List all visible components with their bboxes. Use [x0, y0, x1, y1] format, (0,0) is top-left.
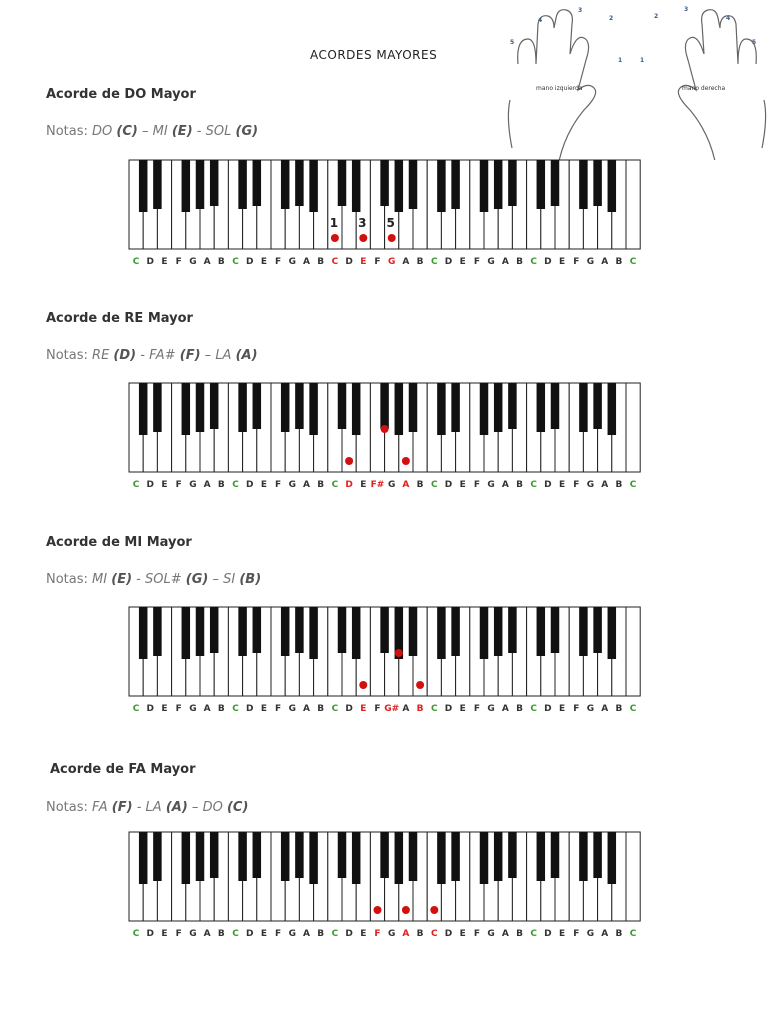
note-label: D [544, 704, 552, 714]
note-label: F [473, 257, 480, 267]
note-label: A [501, 704, 509, 714]
note-label: E [360, 480, 367, 490]
note-label: A [303, 704, 310, 714]
note-label: C [232, 257, 239, 267]
note-label: B [516, 257, 523, 267]
black-key [551, 607, 560, 653]
note-label: B [416, 257, 424, 267]
chord-notes: Notas: DO (C) – MI (E) - SOL (G) [46, 124, 259, 139]
white-key [626, 832, 640, 921]
note-label: D [245, 480, 254, 490]
note-label: E [260, 257, 267, 267]
chord-heading: Acorde de DO Mayor [46, 87, 196, 102]
note-label: B [416, 704, 424, 714]
black-key [395, 160, 404, 212]
note-label: F [175, 704, 182, 714]
note-labels [133, 480, 637, 490]
black-key [608, 160, 617, 212]
note-label: F [573, 929, 580, 939]
note-label: E [161, 480, 168, 490]
note-marker [359, 681, 367, 689]
note-label: E [161, 929, 168, 939]
note-label: G [388, 257, 396, 267]
note-label: D [245, 704, 254, 714]
black-key [437, 832, 446, 884]
note-label: D [544, 929, 552, 939]
black-key [238, 383, 247, 432]
note-marker [331, 234, 339, 242]
note-label: F [473, 480, 480, 490]
note-marker [359, 234, 367, 242]
note-label: C [331, 929, 339, 939]
note-label: D [146, 929, 155, 939]
black-key [409, 832, 418, 881]
note-label: E [260, 480, 267, 490]
left-finger-number: 5 [510, 39, 515, 46]
note-label: C [430, 929, 438, 939]
black-key [537, 383, 546, 432]
notes-prefix: Notas: [46, 348, 93, 363]
note-label: F [175, 929, 182, 939]
note-label: C [629, 704, 637, 714]
black-key [238, 832, 247, 881]
black-key [182, 607, 191, 659]
note-label: A [303, 257, 310, 267]
chord-notes: Notas: RE (D) - FA# (F) – LA (A) [46, 348, 258, 363]
black-key [196, 832, 205, 881]
note-label: E [559, 704, 566, 714]
black-key [593, 160, 602, 206]
note-labels [133, 257, 637, 267]
black-key [253, 160, 261, 206]
piano-keyboard [0, 383, 768, 493]
black-key [380, 832, 389, 878]
right-hand-label: mano derecha [682, 85, 726, 92]
chord-notes: Notas: FA (F) - LA (A) – DO (C) [46, 800, 249, 815]
note-label: C [132, 257, 140, 267]
note-label: G [487, 257, 495, 267]
black-key [253, 383, 261, 429]
black-key [508, 160, 517, 206]
note-label: E [459, 257, 466, 267]
black-key [608, 832, 617, 884]
note-label: G [288, 704, 296, 714]
note-label: C [232, 929, 239, 939]
note-label: G [487, 480, 495, 490]
note-label: C [232, 480, 239, 490]
black-key [338, 607, 347, 653]
note-label: G [388, 929, 396, 939]
black-key [579, 383, 588, 432]
note-marker [374, 906, 382, 914]
note-label: G [189, 704, 197, 714]
note-label: E [161, 257, 168, 267]
black-key [210, 160, 219, 206]
note-label: F [275, 929, 282, 939]
note-label: F [275, 257, 282, 267]
black-key [210, 383, 219, 429]
chord-notes: Notas: MI (E) - SOL# (G) – SI (B) [46, 572, 262, 587]
black-key [551, 383, 560, 429]
black-key [196, 607, 205, 656]
right-finger-number: 2 [654, 13, 659, 20]
black-key [338, 832, 347, 878]
black-key [437, 383, 446, 435]
black-key [409, 383, 418, 432]
note-label: B [217, 929, 225, 939]
black-key [210, 832, 219, 878]
finger-number: 5 [386, 216, 395, 230]
note-label: D [444, 704, 453, 714]
black-key [537, 160, 546, 209]
note-label: B [317, 480, 325, 490]
black-key [395, 383, 404, 435]
black-key [508, 832, 517, 878]
note-label: A [203, 704, 211, 714]
note-label: B [615, 257, 623, 267]
note-label: E [260, 929, 267, 939]
black-key [153, 607, 162, 656]
black-key [395, 832, 404, 884]
black-key [281, 832, 290, 881]
note-label: D [444, 257, 453, 267]
black-key [309, 160, 318, 212]
note-label: G [586, 704, 595, 714]
note-label: D [345, 929, 353, 939]
note-label: D [345, 257, 353, 267]
note-label: D [245, 257, 254, 267]
note-label: E [360, 257, 367, 267]
note-marker [430, 906, 438, 914]
note-label: D [146, 704, 155, 714]
note-label: D [544, 257, 552, 267]
black-key [196, 160, 205, 209]
black-key [295, 383, 304, 429]
note-label: D [345, 480, 353, 490]
black-key [480, 832, 489, 884]
note-label: E [360, 704, 367, 714]
black-key [253, 832, 261, 878]
black-key [480, 607, 489, 659]
note-label: C [629, 257, 637, 267]
note-label: G [189, 929, 197, 939]
black-key [593, 383, 602, 429]
note-label: A [203, 257, 211, 267]
note-label: G [288, 480, 296, 490]
black-key [494, 383, 503, 432]
hands-fingering-illustration [506, 4, 768, 160]
black-key [409, 160, 418, 209]
white-key [626, 383, 640, 472]
note-label: F [573, 257, 580, 267]
note-marker [381, 425, 389, 433]
note-label: G [189, 480, 197, 490]
note-label: F [275, 480, 282, 490]
note-labels [133, 704, 637, 714]
black-key [182, 160, 191, 212]
note-label: F [473, 929, 480, 939]
note-label: E [260, 704, 267, 714]
note-label: A [601, 929, 609, 939]
note-label: A [501, 257, 509, 267]
black-key [153, 383, 162, 432]
black-key [352, 607, 361, 659]
black-key [593, 607, 602, 653]
black-key [451, 160, 460, 209]
black-key [281, 607, 290, 656]
note-label: C [530, 257, 538, 267]
note-label: C [331, 480, 339, 490]
note-label: C [530, 929, 538, 939]
note-label: A [501, 480, 509, 490]
notes-prefix: Notas: [46, 124, 93, 139]
note-label: D [444, 929, 453, 939]
note-label: E [559, 480, 566, 490]
note-label: A [303, 929, 310, 939]
note-marker [402, 906, 410, 914]
right-finger-number: 1 [640, 57, 645, 64]
note-label: C [430, 480, 438, 490]
black-key [579, 160, 588, 209]
note-marker [402, 457, 410, 465]
note-label: B [615, 480, 623, 490]
left-finger-number: 2 [609, 15, 614, 22]
note-label: F [175, 257, 182, 267]
black-key [451, 607, 460, 656]
black-key [537, 832, 546, 881]
note-marker [388, 234, 396, 242]
chord-heading: Acorde de RE Mayor [46, 311, 193, 326]
note-label: G [288, 929, 296, 939]
note-label: F [374, 704, 381, 714]
left-finger-number: 3 [578, 7, 583, 14]
note-label: C [530, 704, 538, 714]
note-labels [133, 929, 637, 939]
black-key [338, 160, 347, 206]
note-label: A [203, 480, 211, 490]
note-label: B [217, 480, 225, 490]
black-key [579, 607, 588, 656]
page-title: ACORDES MAYORES [310, 48, 438, 62]
black-key [309, 383, 318, 435]
note-label: C [629, 480, 637, 490]
note-label: A [303, 480, 310, 490]
note-label: D [146, 480, 155, 490]
black-key [182, 832, 191, 884]
note-label: C [430, 704, 438, 714]
note-label: E [459, 929, 466, 939]
right-finger-number: 5 [752, 39, 757, 46]
note-label: F [473, 704, 480, 714]
note-label: B [217, 257, 225, 267]
black-key [210, 607, 219, 653]
black-key [579, 832, 588, 881]
black-key [139, 160, 148, 212]
black-key [309, 832, 318, 884]
black-key [551, 160, 560, 206]
black-key [380, 607, 389, 653]
black-key [352, 832, 361, 884]
note-label: D [444, 480, 453, 490]
finger-number: 3 [358, 216, 367, 230]
note-label: F [275, 704, 282, 714]
note-label: C [232, 704, 239, 714]
note-label: A [203, 929, 211, 939]
note-label: B [416, 480, 424, 490]
note-label: C [430, 257, 438, 267]
note-label: C [629, 929, 637, 939]
note-label: F [573, 480, 580, 490]
black-key [153, 832, 162, 881]
note-label: D [345, 704, 353, 714]
note-label: D [245, 929, 254, 939]
note-label: D [544, 480, 552, 490]
black-key [238, 160, 247, 209]
black-key [380, 383, 389, 429]
note-label: A [402, 929, 410, 939]
black-key [295, 607, 304, 653]
black-key [139, 383, 148, 435]
note-marker [416, 681, 424, 689]
note-label: B [217, 704, 225, 714]
black-key [508, 383, 517, 429]
notes-prefix: Notas: [46, 572, 93, 587]
note-label: F [374, 929, 381, 939]
note-label: E [559, 929, 566, 939]
black-key [480, 160, 489, 212]
black-key [593, 832, 602, 878]
note-label: C [132, 704, 140, 714]
black-key [508, 607, 517, 653]
note-label: G [388, 480, 396, 490]
note-label: F# [370, 480, 385, 490]
piano-keyboard [0, 832, 768, 942]
finger-number: 1 [329, 216, 339, 230]
black-key [196, 383, 205, 432]
black-key [238, 607, 247, 656]
left-finger-number: 1 [618, 57, 623, 64]
black-key [494, 832, 503, 881]
note-label: F [374, 257, 381, 267]
note-label: B [516, 929, 523, 939]
black-key [409, 607, 418, 656]
note-label: A [402, 480, 410, 490]
note-label: G [189, 257, 197, 267]
note-label: E [360, 929, 367, 939]
black-key [352, 383, 361, 435]
black-key [309, 607, 318, 659]
black-key [437, 607, 446, 659]
black-key [494, 607, 503, 656]
black-key [295, 160, 304, 206]
note-label: E [459, 480, 466, 490]
white-key [626, 607, 640, 696]
black-key [608, 383, 617, 435]
black-key [281, 383, 290, 432]
note-label: F [573, 704, 580, 714]
note-label: C [331, 257, 339, 267]
note-label: F [175, 480, 182, 490]
note-label: B [317, 257, 325, 267]
note-label: B [317, 704, 325, 714]
black-key [295, 832, 304, 878]
black-key [182, 383, 191, 435]
note-label: A [501, 929, 509, 939]
black-key [380, 160, 389, 206]
black-key [338, 383, 347, 429]
note-label: A [601, 704, 609, 714]
black-key [480, 383, 489, 435]
black-key [437, 160, 446, 212]
chord-heading: Acorde de MI Mayor [46, 535, 192, 550]
piano-keyboard [0, 160, 768, 270]
black-key [281, 160, 290, 209]
note-label: B [317, 929, 325, 939]
black-key [139, 832, 148, 884]
note-label: G# [384, 704, 400, 714]
black-key [352, 160, 361, 212]
note-label: C [132, 480, 140, 490]
note-label: G [487, 929, 495, 939]
left-hand-label: mano izquierda [536, 85, 583, 92]
black-key [253, 607, 261, 653]
note-label: B [516, 704, 523, 714]
black-key [608, 607, 617, 659]
note-label: C [331, 704, 339, 714]
white-key [626, 160, 640, 249]
note-label: D [146, 257, 155, 267]
note-label: G [586, 480, 595, 490]
note-label: E [559, 257, 566, 267]
note-label: G [288, 257, 296, 267]
black-key [551, 832, 560, 878]
note-label: C [530, 480, 538, 490]
black-key [537, 607, 546, 656]
note-label: A [402, 704, 410, 714]
note-label: C [132, 929, 140, 939]
note-label: B [615, 929, 623, 939]
note-label: E [161, 704, 168, 714]
note-label: B [615, 704, 623, 714]
right-finger-number: 4 [726, 15, 731, 22]
note-label: G [487, 704, 495, 714]
left-finger-number: 4 [538, 17, 543, 24]
black-key [451, 383, 460, 432]
note-marker [395, 649, 403, 657]
note-label: A [601, 257, 609, 267]
notes-prefix: Notas: [46, 800, 93, 815]
note-label: A [402, 257, 410, 267]
note-marker [345, 457, 353, 465]
black-key [494, 160, 503, 209]
right-finger-number: 3 [684, 6, 689, 13]
note-label: E [459, 704, 466, 714]
black-key [451, 832, 460, 881]
piano-keyboard [0, 607, 768, 717]
note-label: G [586, 929, 595, 939]
note-label: G [586, 257, 595, 267]
note-label: A [601, 480, 609, 490]
black-key [153, 160, 162, 209]
note-label: B [516, 480, 523, 490]
chord-heading: Acorde de FA Mayor [50, 762, 196, 777]
black-key [139, 607, 148, 659]
note-label: B [416, 929, 424, 939]
